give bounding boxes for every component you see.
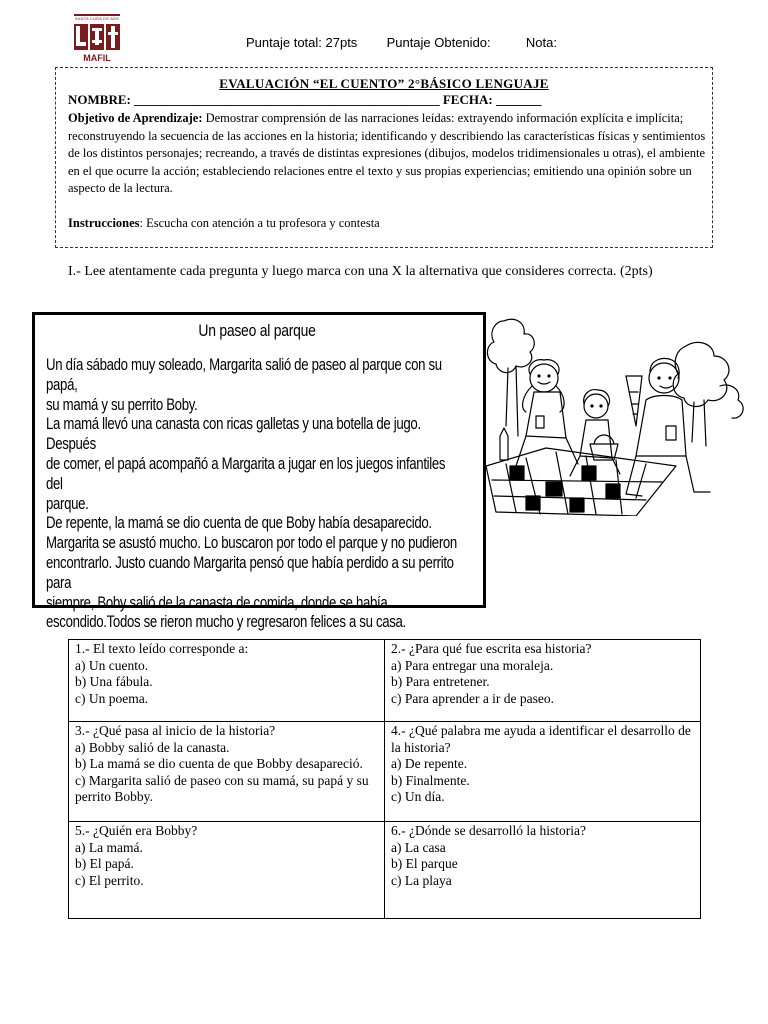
name-date-line — [68, 92, 541, 108]
story-line: La mamá llevó una canasta con ricas galletas y una botella de jugo. Después — [46, 415, 421, 454]
story-line: siempre, Boby salió de la canasta de comida, donde se había — [46, 593, 388, 612]
table-row — [69, 822, 701, 919]
instructions — [68, 215, 708, 232]
story-line: Margarita se asustó mucho. Lo buscaron por todo el parque y no pudieron — [46, 534, 457, 553]
answer-option[interactable]: c) El perrito. — [75, 872, 144, 888]
evaluation-title: EVALUACIÓN “EL CUENTO” 2°BÁSICO LENGUAJE — [219, 76, 549, 91]
answer-option[interactable]: b) Una fábula. — [75, 674, 153, 689]
story-line: Un día sábado muy soleado, Margarita salió de paseo al parque con su papá, — [46, 356, 442, 394]
table-row — [69, 722, 701, 822]
answer-option[interactable]: b) Finalmente. — [391, 772, 470, 788]
answer-option[interactable]: c) Un día. — [391, 789, 445, 804]
question-text: 3.- ¿Qué pasa al inicio de la historia? — [75, 723, 276, 738]
answer-option[interactable]: c) Margarita salió de paseo con su mamá, su papá y su perrito Bobby. — [75, 772, 369, 804]
question-3 — [69, 722, 385, 822]
answer-option[interactable]: a) Un cuento. — [75, 657, 149, 673]
story-line: de comer, el papá acompañó a Margarita a jugar en los juegos infantiles del — [46, 454, 446, 493]
school-crest-icon — [72, 22, 122, 54]
question-text: 6.- ¿Dónde se desarrolló la historia? — [391, 823, 586, 838]
objective-label: Objetivo de Aprendizaje: — [68, 111, 203, 125]
answer-option[interactable]: a) La mamá. — [75, 839, 143, 855]
total-score: Puntaje total: 27pts — [246, 35, 358, 50]
answer-option[interactable]: c) La playa — [391, 872, 452, 888]
question-text: 4.- ¿Qué palabra me ayuda a identificar el desarrollo de la historia? — [391, 723, 691, 755]
logo-top-text: SANTA CURA DE ARS — [74, 16, 120, 21]
question-text: 2.- ¿Para qué fue escrita esa historia? — [391, 641, 592, 656]
question-4 — [385, 722, 701, 822]
story-line: escondido.Todos se rieron mucho y regresaron felices a su casa. — [46, 613, 406, 632]
answer-option[interactable]: a) De repente. — [391, 756, 468, 771]
nombre-label: NOMBRE: — [68, 92, 131, 107]
story-line: encontrarlo. Justo cuando Margarita pensó que había perdido a su perrito para — [46, 553, 454, 592]
answer-option[interactable]: a) La casa — [391, 839, 446, 855]
table-row — [69, 640, 701, 722]
story-line: su mamá y su perrito Boby. — [46, 395, 198, 414]
story-line: De repente, la mamá se dio cuenta de que Boby había desaparecido. — [46, 514, 432, 533]
answer-option[interactable]: c) Para aprender a ir de paseo. — [391, 690, 555, 706]
instructions-label: Instrucciones — [68, 216, 140, 230]
nombre-blank[interactable]: _______________________________________________ — [134, 92, 440, 107]
answer-option[interactable]: a) Para entregar una moraleja. — [391, 657, 554, 673]
logo-name: MAFIL — [83, 53, 111, 63]
story-text — [46, 356, 462, 633]
question-5 — [69, 822, 385, 919]
answer-option[interactable]: b) El papá. — [75, 856, 134, 871]
question-text: 5.- ¿Quién era Bobby? — [75, 823, 198, 838]
answer-option[interactable]: b) La mamá se dio cuenta de que Bobby desapareció. — [75, 756, 363, 771]
answer-option[interactable]: b) Para entretener. — [391, 674, 490, 689]
grade-label: Nota: — [525, 35, 557, 50]
story-line: parque. — [46, 494, 89, 513]
school-logo — [72, 14, 122, 64]
question-6 — [385, 822, 701, 919]
objective-text: Demostrar comprensión de las narraciones leídas: extrayendo información explícita e implícita; reconstruyendo la secuencia de las acciones en la historia; identificando y describiendo las características físicas y sentimientos de los distintos personajes; recreando, a través de distintas expresiones (dibujos, modelos tridimensionales u otras), el ambiente en el que ocurre la acción; estableciendo relaciones entre el texto y sus propias experiencias; emitiendo una opinión sobre un aspecto de la lectura. — [68, 111, 706, 195]
fecha-blank[interactable]: _______ — [495, 92, 542, 107]
question-1 — [69, 640, 385, 722]
obtained-score: Puntaje Obtenido: — [386, 35, 491, 50]
answer-option[interactable]: a) Bobby salió de la canasta. — [75, 739, 230, 755]
questions-table — [68, 639, 701, 919]
answer-option[interactable]: b) El parque — [391, 856, 458, 871]
family-picnic-illustration — [486, 316, 748, 516]
fecha-label: FECHA: — [442, 92, 493, 107]
learning-objective — [68, 110, 708, 198]
score-header — [246, 35, 557, 50]
question-text: 1.- El texto leído corresponde a: — [75, 641, 249, 656]
section-title: I.- Lee atentamente cada pregunta y luego marca con una X la alternativa que consideres correcta. (2pts) — [68, 264, 653, 279]
instructions-text: : Escucha con atención a tu profesora y contesta — [139, 216, 380, 230]
question-2 — [385, 640, 701, 722]
answer-option[interactable]: c) Un poema. — [75, 690, 149, 706]
story-title: Un paseo al parque — [198, 321, 316, 340]
